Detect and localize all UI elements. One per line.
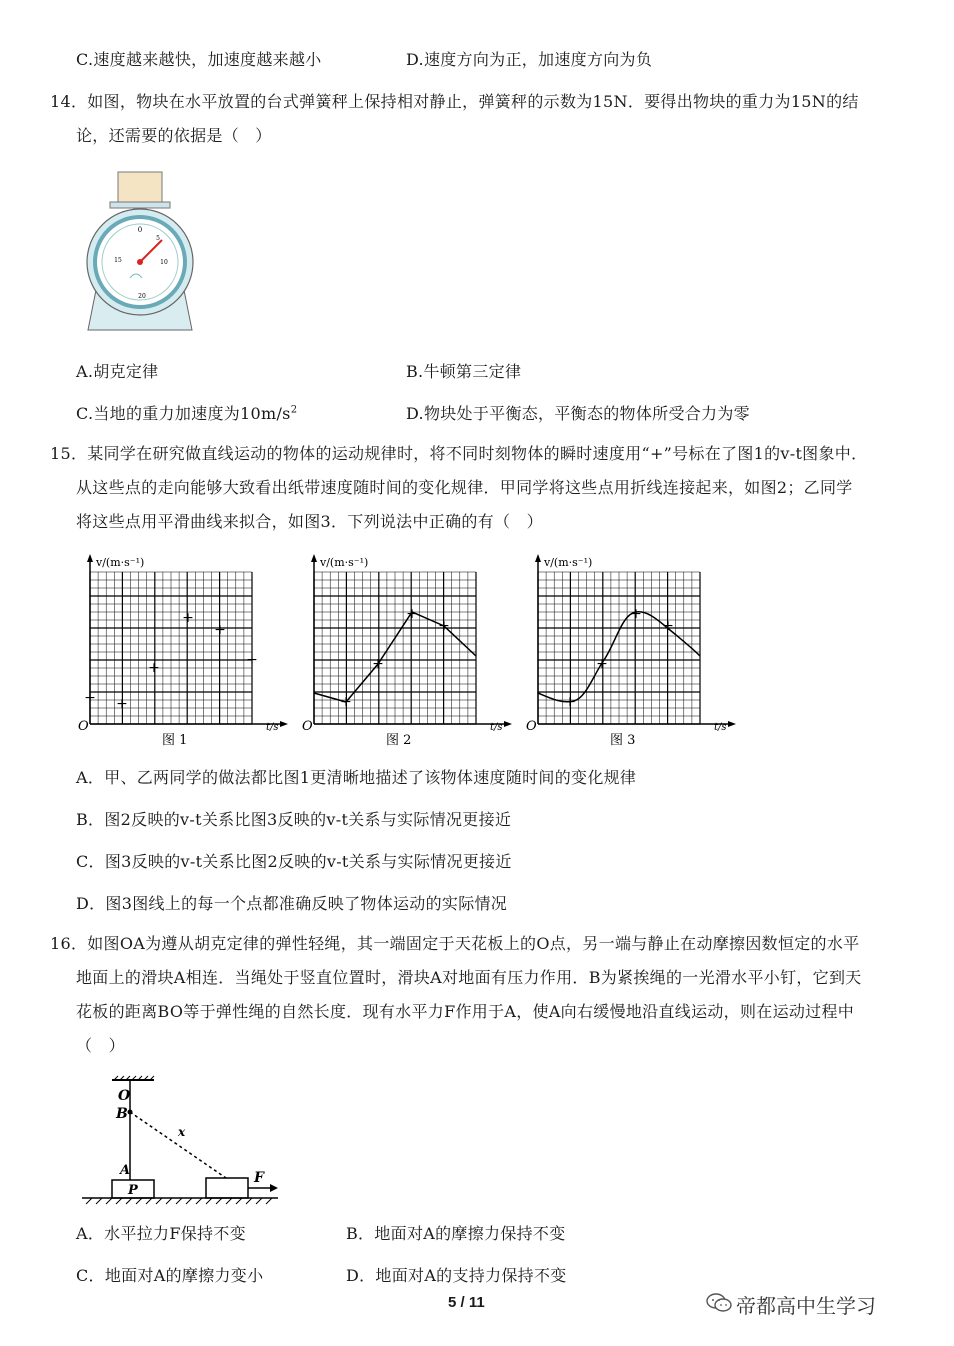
graph3-origin: O — [526, 719, 537, 734]
graph1-caption: 图 1 — [162, 733, 188, 748]
graph2-ylabel: v/(m·s⁻¹) — [320, 556, 369, 569]
graph3-ylabel: v/(m·s⁻¹) — [544, 556, 593, 569]
page-number: 5 / 11 — [448, 1294, 485, 1311]
q14-option-d: D.物块处于平衡态，平衡态的物体所受合力为零 — [406, 404, 750, 423]
spring-scale-figure — [80, 170, 200, 342]
plus-point: + — [630, 606, 642, 622]
q15-stem-line3: 将这些点用平滑曲线来拟合，如图3．下列说法中正确的有（ ） — [76, 512, 543, 531]
graph2-caption: 图 2 — [386, 733, 412, 748]
graph3-xlabel: t/s — [714, 722, 727, 733]
plus-point: + — [182, 610, 194, 626]
scale-tick-20: 20 — [138, 293, 146, 300]
vt-graph-1 — [76, 552, 296, 752]
graph2-grid — [314, 572, 476, 724]
q15-option-d: D．图3图线上的每一个点都准确反映了物体运动的实际情况 — [76, 894, 508, 913]
q16-option-b: B．地面对A的摩擦力保持不变 — [346, 1224, 566, 1243]
graph1-origin: O — [78, 719, 89, 734]
q16-option-d: D．地面对A的支持力保持不变 — [346, 1266, 567, 1285]
q14-option-a: A.胡克定律 — [76, 362, 159, 381]
plus-point: + — [84, 690, 96, 706]
plus-point: + — [596, 656, 608, 672]
watermark: 帝都高中生学习 — [736, 1294, 876, 1318]
q14-stem-line2: 论，还需要的依据是（ ） — [76, 126, 272, 145]
q14-option-c: C.当地的重力加速度为$10m/s^2$ — [76, 404, 298, 423]
ground-hatching — [86, 1198, 272, 1204]
q15-stem-line2: 从这些点的走向能够大致看出纸带速度随时间的变化规律．甲同学将这些点用折线连接起来，如图2；乙同学 — [76, 478, 853, 497]
q16-stem-line2: 地面上的滑块A相连．当绳处于竖直位置时，滑块A对地面有压力作用．B为紧挨绳的一光滑水平小钉，它到天 — [76, 968, 862, 987]
q13-option-c: C.速度越来越快，加速度越来越小 — [76, 50, 322, 69]
plus-point: + — [372, 656, 384, 672]
q16-stem-line4: （ ） — [76, 1036, 125, 1055]
q16-option-c: C．地面对A的摩擦力变小 — [76, 1266, 264, 1285]
plus-point: + — [406, 606, 418, 622]
q15-stem-line1: 15．某同学在研究做直线运动的物体的运动规律时，将不同时刻物体的瞬时速度用“+”号标在了图1的v-t图象中． — [50, 444, 868, 463]
q15-option-b: B．图2反映的v-t关系比图3反映的v-t关系与实际情况更接近 — [76, 810, 512, 829]
q15-option-c: C．图3反映的v-t关系比图2反映的v-t关系与实际情况更接近 — [76, 852, 512, 871]
plus-point: + — [116, 696, 128, 712]
scale-tick-15: 15 — [114, 257, 122, 264]
label-p: P — [128, 1183, 138, 1198]
plus-point: + — [438, 618, 450, 634]
plus-point: + — [148, 660, 160, 676]
q16-option-a: A．水平拉力F保持不变 — [76, 1224, 246, 1243]
graph2-origin: O — [302, 719, 313, 734]
graph1-xlabel: t/s — [266, 722, 279, 733]
q16-stem-line3: 花板的距离BO等于弹性绳的自然长度．现有水平力F作用于A，使A向右缓慢地沿直线运动，则在运动过程中 — [76, 1002, 855, 1021]
label-x: x — [178, 1125, 186, 1139]
graph1-ylabel: v/(m·s⁻¹) — [96, 556, 145, 569]
q14-option-b: B.牛顿第三定律 — [406, 362, 522, 381]
plus-point: + — [340, 694, 352, 710]
label-a: A — [120, 1163, 131, 1178]
label-f: F — [254, 1170, 264, 1186]
plus-point: + — [246, 652, 258, 668]
wechat-icon — [706, 1292, 732, 1314]
label-o: O — [118, 1088, 131, 1104]
label-b: B — [116, 1106, 128, 1122]
graph1-grid — [90, 572, 252, 724]
scale-tick-10: 10 — [160, 259, 168, 266]
graph3-caption: 图 3 — [610, 733, 636, 748]
q16-stem-line1: 16．如图OA为遵从胡克定律的弹性轻绳，其一端固定于天花板上的O点，另一端与静止在动摩擦因数恒定的水平 — [50, 934, 860, 953]
graph2-xlabel: t/s — [490, 722, 503, 733]
q14-stem-line1: 14．如图，物块在水平放置的台式弹簧秤上保持相对静止，弹簧秤的示数为15N．要得出物块的重力为15N的结 — [50, 92, 859, 111]
elastic-rope-figure — [78, 1072, 288, 1212]
plus-point: + — [662, 618, 674, 634]
vt-graph-3 — [524, 552, 744, 752]
vt-graph-2 — [300, 552, 520, 752]
q15-option-a: A．甲、乙两同学的做法都比图1更清晰地描述了该物体速度随时间的变化规律 — [76, 768, 637, 787]
q13-option-d: D.速度方向为正，加速度方向为负 — [406, 50, 653, 69]
scale-tick-5: 5 — [156, 235, 160, 242]
plus-point: + — [564, 694, 576, 710]
plus-point: + — [214, 622, 226, 638]
scale-tick-0: 0 — [137, 226, 143, 234]
